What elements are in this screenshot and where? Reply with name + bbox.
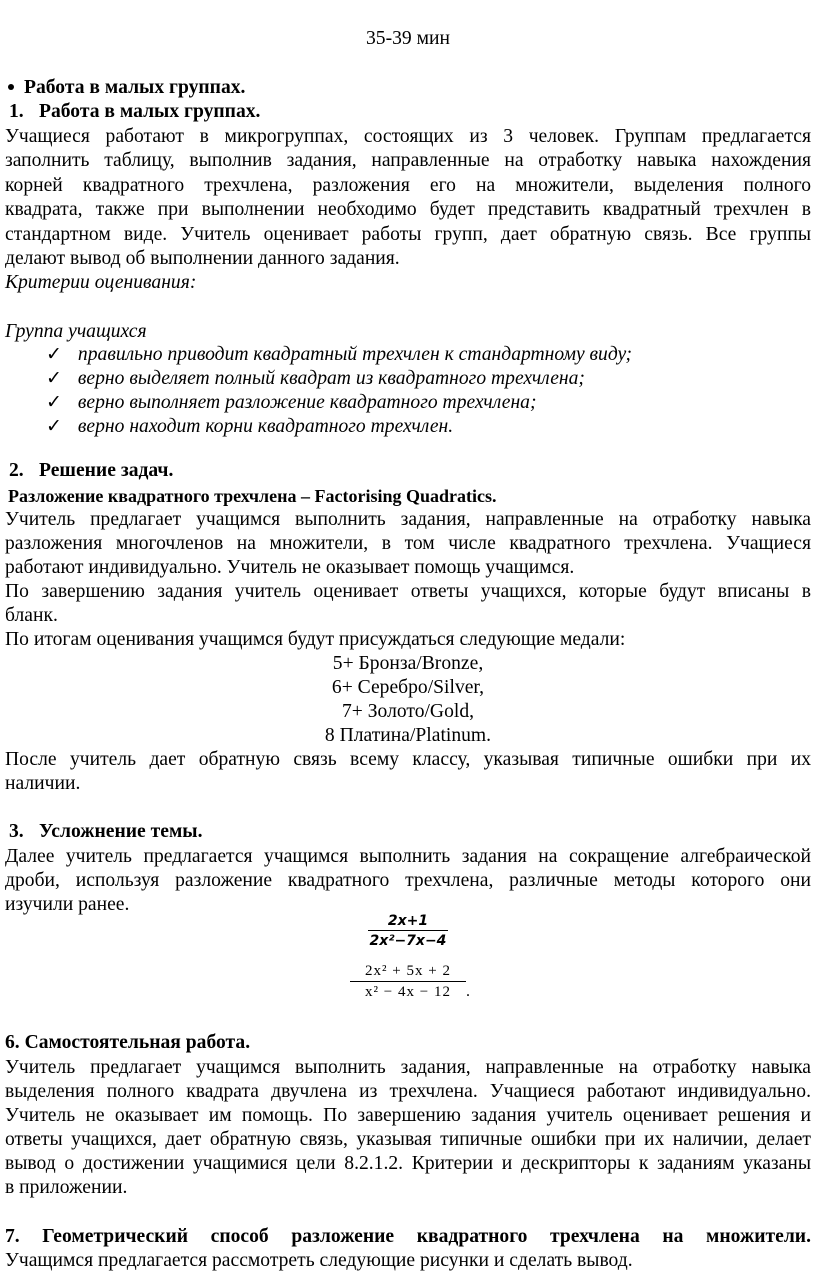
section-1-line: делают вывод об выполнении данного задания. bbox=[5, 248, 400, 269]
section-1-line: Учащиеся работают в микрогруппах, состоящих из 3 человек. Группам предлагается bbox=[5, 126, 811, 147]
fraction-numerator: 2x+1 bbox=[387, 913, 429, 929]
group-label: Группа учащихся bbox=[5, 321, 147, 342]
section-2-line: бланк. bbox=[5, 605, 58, 626]
section-2-after-line: наличии. bbox=[5, 773, 81, 794]
bullet-icon bbox=[8, 84, 14, 90]
criteria-item: ✓ верно выполняет разложение квадратного трехчлена; bbox=[46, 392, 537, 413]
section-2-title: 2. Решение задач. bbox=[9, 460, 174, 481]
criteria-title: Критерии оценивания: bbox=[5, 272, 197, 293]
section-1-line: корней квадратного трехчлена, разложения его на множители, выделения полного bbox=[5, 175, 811, 196]
section-1-line: квадрата, также при выполнении необходимо будет представить квадратный трехчлен в bbox=[5, 199, 811, 220]
checkmark-icon: ✓ bbox=[46, 416, 62, 437]
time-heading: 35-39 мин bbox=[366, 28, 450, 49]
section-6-line: выделения полного квадрата двучлена из трехчлена. Учащиеся работают индивидуально. bbox=[5, 1081, 811, 1102]
section-2-subtitle: Разложение квадратного трехчлена – Factorising Quadratics. bbox=[8, 486, 497, 506]
section-6-line: вывод о достижении учащимися цели 8.2.1.2. Критерии и дескрипторы к заданиям указаны bbox=[5, 1153, 811, 1174]
fraction-bar bbox=[368, 930, 448, 931]
fraction-expression bbox=[350, 963, 466, 1001]
criteria-item: ✓ верно находит корни квадратного трехчлен. bbox=[46, 416, 454, 437]
section-2-line: По итогам оценивания учащимся будут присуждаться следующие медали: bbox=[5, 629, 626, 650]
checkmark-icon: ✓ bbox=[46, 344, 62, 365]
section-7-line: Учащимся предлагается рассмотреть следующие рисунки и сделать вывод. bbox=[5, 1250, 633, 1271]
checkmark-icon: ✓ bbox=[46, 392, 62, 413]
fraction-expression bbox=[368, 913, 448, 949]
fraction-numerator: 2x² + 5x + 2 bbox=[365, 963, 451, 979]
section-1-title: 1. Работа в малых группах. bbox=[9, 101, 261, 122]
medal-item: 7+ Золото/Gold, bbox=[341, 701, 475, 722]
section-6-line: в приложении. bbox=[5, 1177, 128, 1198]
section-6-title: 6. Самостоятельная работа. bbox=[5, 1032, 251, 1053]
section-6-line: ответы учащихся, дает обратную связь, указывая типичные ошибки при их наличии, делает bbox=[5, 1129, 811, 1150]
medal-item: 5+ Бронза/Bronze, bbox=[332, 653, 484, 674]
section-6-line: Учитель не оказывает им помощь. По завершению задания учитель оценивает решения и bbox=[5, 1105, 811, 1126]
section-7-title: 7. Геометрический способ разложение квадратного трехчлена на множители. bbox=[5, 1226, 811, 1247]
medal-item: 8 Платина/Platinum. bbox=[324, 725, 492, 746]
section-2-line: По завершению задания учитель оценивает ответы учащихся, которые будут вписаны в bbox=[5, 581, 811, 602]
fraction-bar bbox=[350, 981, 466, 982]
section-2-line: разложения многочленов на множители, в том числе квадратного трехчлена. Учащиеся bbox=[5, 533, 811, 554]
section-2-line: Учитель предлагает учащимся выполнить задания, направленные на отработку навыка bbox=[5, 509, 811, 530]
checkmark-icon: ✓ bbox=[46, 368, 62, 389]
criteria-item: ✓ верно выделяет полный квадрат из квадратного трехчлена; bbox=[46, 368, 585, 389]
medal-item: 6+ Серебро/Silver, bbox=[331, 677, 485, 698]
criteria-item: ✓ правильно приводит квадратный трехчлен к стандартному виду; bbox=[46, 344, 632, 365]
section-1-line: стандартном виде. Учитель оценивает работы групп, дает обратную связь. Все группы bbox=[5, 224, 811, 245]
section-2-after-line: После учитель дает обратную связь всему классу, указывая типичные ошибки при их bbox=[5, 749, 811, 770]
section-3-line: дроби, используя разложение квадратного трехчлена, различные методы которого они bbox=[5, 870, 811, 891]
fraction-period: . bbox=[466, 983, 470, 1000]
fraction-denominator: x² − 4x − 12 bbox=[365, 984, 451, 1000]
fraction-denominator: 2x²−7x−4 bbox=[369, 933, 447, 949]
section-3-line: изучили ранее. bbox=[5, 894, 130, 915]
section-3-title: 3. Усложнение темы. bbox=[9, 821, 203, 842]
section-3-line: Далее учитель предлагается учащимся выполнить задания на сокращение алгебраической bbox=[5, 846, 811, 867]
section-1-line: заполнить таблицу, выполнив задания, направленные на отработку навыка нахождения bbox=[5, 150, 811, 171]
section-2-line: работают индивидуально. Учитель не оказывает помощь учащимся. bbox=[5, 557, 575, 578]
section-6-line: Учитель предлагает учащимся выполнить задания, направленные на отработку навыка bbox=[5, 1057, 811, 1078]
bullet-heading: Работа в малых группах. bbox=[5, 76, 811, 100]
